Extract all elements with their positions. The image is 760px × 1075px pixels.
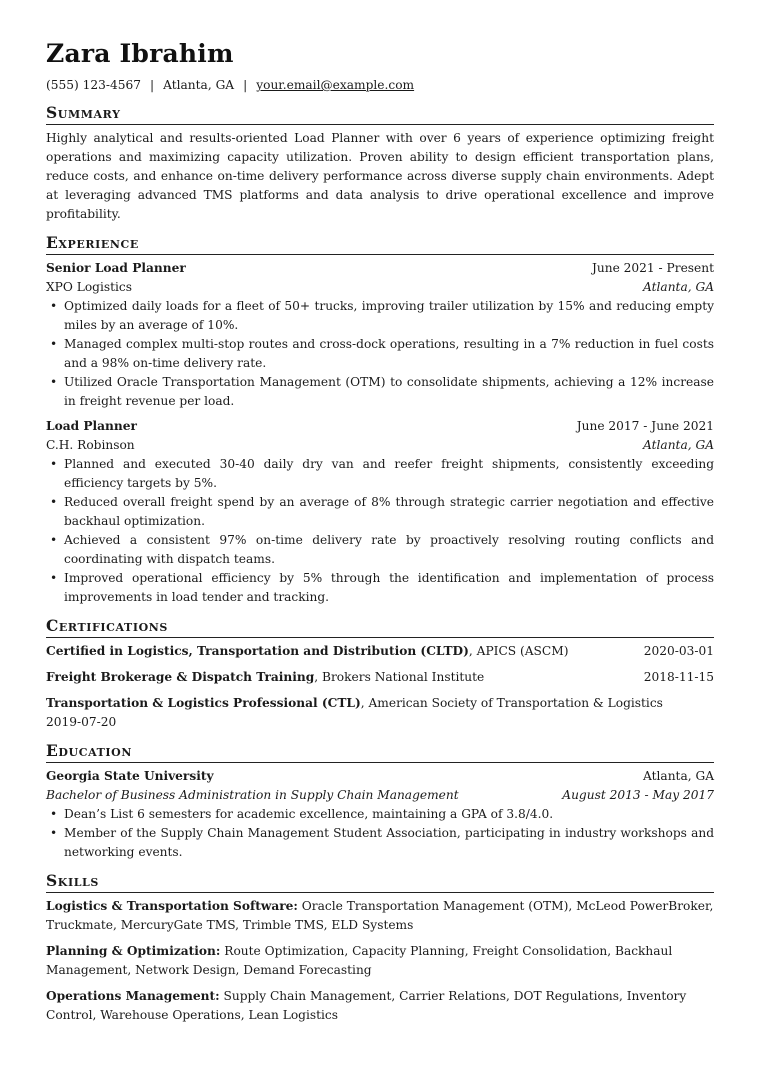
- separator: |: [150, 78, 155, 92]
- job-entry: [46, 417, 714, 607]
- certification-issuer: , Brokers National Institute: [314, 670, 485, 684]
- bullet-item: • Improved operational efficiency by 5% through the identification and implementation of process improvements in load tender and tracking.: [46, 569, 714, 607]
- bullet-item: • Utilized Oracle Transportation Management (OTM) to consolidate shipments, achieving a 12% increase in freight revenue per load.: [46, 373, 714, 411]
- skill-group: [46, 897, 714, 935]
- bullet-item: • Managed complex multi-stop routes and cross-dock operations, resulting in a 7% reduction in fuel costs and a 98% on-time delivery rate.: [46, 335, 714, 373]
- certification-entry: [46, 694, 714, 732]
- skill-value: Route Optimization, Capacity Planning, Freight Consolidation, Backhaul Management, Network Design, Demand Forecasting: [46, 944, 673, 977]
- certification-issuer: , APICS (ASCM): [468, 644, 569, 658]
- job-dates: June 2021 - Present: [591, 261, 714, 275]
- contact-line: [46, 76, 714, 94]
- certification-date: 2019-07-20: [46, 715, 117, 729]
- candidate-name: Zara Ibrahim: [46, 39, 234, 68]
- job-company: XPO Logistics: [46, 280, 133, 294]
- job-location: Atlanta, GA: [643, 280, 714, 294]
- summary-section: [46, 103, 714, 224]
- job-entry: [46, 259, 714, 411]
- education-dates: August 2013 - May 2017: [562, 788, 714, 802]
- job-location: Atlanta, GA: [643, 438, 714, 452]
- section-title-skills: Skills: [46, 871, 714, 893]
- degree-name: Bachelor of Business Administration in Supply Chain Management: [46, 788, 459, 802]
- bullet-item: • Member of the Supply Chain Management Student Association, participating in industry workshops and networking events.: [46, 824, 714, 862]
- school-location: Atlanta, GA: [643, 769, 714, 783]
- experience-section: [46, 233, 714, 607]
- location: Atlanta, GA: [163, 78, 235, 92]
- skill-group: [46, 987, 714, 1025]
- bullet-item: • Planned and executed 30-40 daily dry van and reefer freight shipments, consistently exceeding efficiency targets by 5%.: [46, 455, 714, 493]
- certification-issuer: , American Society of Transportation & Logistics: [360, 696, 663, 710]
- school-name: Georgia State University: [46, 769, 214, 783]
- bullet-item: • Achieved a consistent 97% on-time delivery rate by proactively resolving routing conflicts and coordinating with dispatch teams.: [46, 531, 714, 569]
- certification-entry: [46, 668, 714, 687]
- certification-date: 2018-11-15: [643, 670, 714, 684]
- education-bullets: [46, 805, 714, 862]
- skill-value: Supply Chain Management, Carrier Relations, DOT Regulations, Inventory Control, Warehouse Operations, Lean Logistics: [46, 989, 687, 1022]
- certification-name: Freight Brokerage & Dispatch Training: [46, 670, 315, 684]
- email-link[interactable]: your.email@example.com: [256, 78, 415, 92]
- section-title-education: Education: [46, 741, 714, 763]
- skills-section: [46, 871, 714, 1025]
- certification-date: 2020-03-01: [643, 644, 714, 658]
- separator: |: [243, 78, 248, 92]
- certification-name: Certified in Logistics, Transportation and Distribution (CLTD): [46, 644, 469, 658]
- skill-label: Planning & Optimization:: [46, 944, 221, 958]
- section-title-certifications: Certifications: [46, 616, 714, 638]
- skill-label: Operations Management:: [46, 989, 220, 1003]
- job-dates: June 2017 - June 2021: [576, 419, 714, 433]
- skill-value: Oracle Transportation Management (OTM), McLeod PowerBroker, Truckmate, MercuryGate TMS, Trimble TMS, ELD Systems: [46, 899, 714, 932]
- summary-text: Highly analytical and results-oriented Load Planner with over 6 years of experience optimizing freight operations and maximizing capacity utilization. Proven ability to design efficient transportation plans, reduce costs, and enhance on-time delivery performance across diverse supply chain environments. Adept at leveraging advanced TMS platforms and data analysis to drive operational excellence and improve profitability.: [46, 131, 714, 221]
- job-bullets: [46, 297, 714, 411]
- certification-entry: [46, 642, 714, 661]
- job-company: C.H. Robinson: [46, 438, 135, 452]
- bullet-item: • Optimized daily loads for a fleet of 50+ trucks, improving trailer utilization by 15% and reducing empty miles by an average of 10%.: [46, 297, 714, 335]
- resume-page: [46, 38, 714, 1032]
- bullet-item: • Dean’s List 6 semesters for academic excellence, maintaining a GPA of 3.8/4.0.: [46, 805, 714, 824]
- section-title-experience: Experience: [46, 233, 714, 255]
- job-role: Load Planner: [46, 419, 137, 433]
- certification-name: Transportation & Logistics Professional (CTL): [46, 696, 361, 710]
- job-bullets: [46, 455, 714, 607]
- bullet-item: • Reduced overall freight spend by an average of 8% through strategic carrier negotiation and effective backhaul optimization.: [46, 493, 714, 531]
- education-section: [46, 741, 714, 862]
- phone-number: (555) 123-4567: [46, 78, 142, 92]
- job-role: Senior Load Planner: [46, 261, 186, 275]
- skill-group: [46, 942, 714, 980]
- skill-label: Logistics & Transportation Software:: [46, 899, 298, 913]
- section-title-summary: Summary: [46, 103, 714, 125]
- certifications-section: [46, 616, 714, 732]
